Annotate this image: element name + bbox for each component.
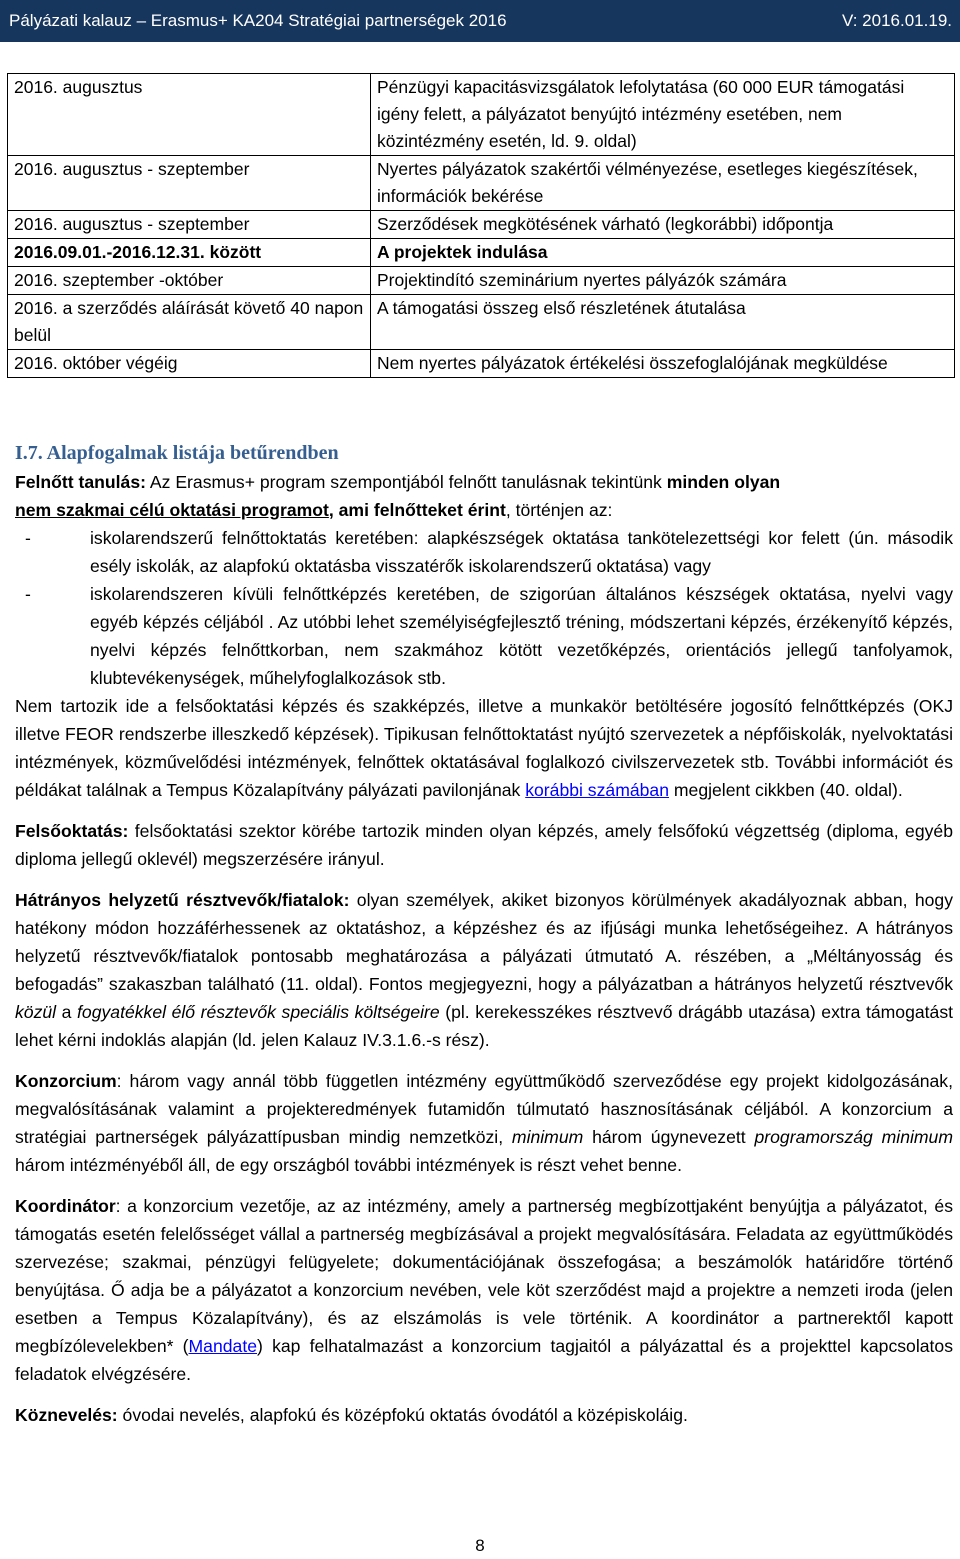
- schedule-event: A projektek indulása: [371, 239, 955, 267]
- schedule-date: 2016. szeptember -október: [8, 267, 371, 295]
- document-body: [15, 438, 953, 1429]
- table-row: [8, 239, 955, 267]
- schedule-event: Nyertes pályázatok szakértői vélményezése, esetleges kiegészítések, információk bekérése: [371, 156, 955, 211]
- table-row: [8, 156, 955, 211]
- header-version: V: 2016.01.19.: [842, 11, 952, 30]
- felnott-paragraph-2: Nem tartozik ide a felsőoktatási képzés és szakképzés, illetve a munkakör betöltésére jogosító felnőttképzés (OKJ illetve FEOR rendszerbe illeszkedő képzések). Tipikusan felnőttoktatást nyújtó szervezetek a népfőiskolák, nyelvoktatási intézmények, közművelődési intézmények, felnőttek oktatásával foglalkozó civilszervezetek stb. További információt és példákat találnak a Tempus Közalapítvány pályázati pavilonjának korábbi számában megjelent cikkben (40. oldal).: [15, 696, 953, 800]
- schedule-table: [7, 73, 955, 378]
- term-hatranyos: Hátrányos helyzetű résztvevők/fiatalok: olyan személyek, akiket bizonyos körülmények akadályoznak abban, hogy hatékony módon hozzáférhessenek az oktatáshoz, a képzéshez és az ifjúsági munka lehetőségeihez. A hátrányos helyzetű résztvevők/fiatalok pontosabb meghatározása a pályázati útmutató A. részében, a „Méltányosság és befogadás” szakaszban található (11. oldal). Fontos megjegyezni, hogy a pályázatban a hátrányos helyzetű résztvevők közül a fogyatékkel élő résztevők speciális költségeire (pl. kerekesszékes résztvevő drágább utazása) extra támogatást lehet kérni indoklás alapján (ld. jelen Kalauz IV.3.1.6.-s rész).: [15, 890, 954, 1050]
- mandate-link[interactable]: Mandate: [188, 1336, 257, 1356]
- term-koznevels: Köznevelés: óvodai nevelés, alapfokú és középfokú oktatás óvodától a középiskoláig.: [15, 1405, 688, 1425]
- term-koordinator: Koordinátor: a konzorcium vezetője, az az intézmény, amely a partnerség megbízottjaként benyújtja a pályázatot, és támogatás esetén felelősséget vállal a partnerség megbízásával a projekt megvalósítására. Feladata az együttműködés szervezése; szakmai, pénzügyi felügyelete; dokumentációjának összefogása; a beszámolók határidőre történő benyújtása. Ő adja be a pályázatot a konzorcium nevében, vele köt szerződést majd a projektre a nemzeti iroda (jelen esetben a Tempus Közalapítvány), és az elszámolás is vele történik. A koordinátor a partnerektől kapott megbízólevelekben* (Mandate) kap felhatalmazást a konzorcium tagjaitól a pályázattal és a projekttel kapcsolatos feladatok elvégzésére.: [15, 1196, 953, 1384]
- term-label: Felnőtt tanulás:: [15, 472, 146, 492]
- term-label: Hátrányos helyzetű résztvevők/fiatalok:: [15, 890, 350, 910]
- term-felsooktatas: Felsőoktatás: felsőoktatási szektor körébe tartozik minden olyan képzés, amely felsőfokú végzettség (diploma, egyéb diploma jellegű oklevél) megszerzésére irányul.: [15, 821, 953, 869]
- page-header: [0, 0, 960, 42]
- schedule-date: 2016. augusztus: [8, 74, 371, 156]
- term-felnott-tanulas: Felnőtt tanulás: Az Erasmus+ program szempontjából felnőtt tanulásnak tekintünk minden olyan nem szakmai célú oktatási programot, ami felnőtteket érint, történjen az:: [15, 472, 781, 520]
- schedule-date: 2016. október végéig: [8, 350, 371, 378]
- term-label: Konzorcium: [15, 1071, 117, 1091]
- schedule-event: A támogatási összeg első részletének átutalása: [371, 295, 955, 350]
- list-item: - iskolarendszeren kívüli felnőttképzés keretében, de szigorúan általános készségek oktatása, nyelvi vagy egyéb képzés céljából . Az utóbbi lehet személyiségfejlesztő tréning, módszertani képzés, érzékenyítő képzés, nyelvi képzés felnőttkorban, nem szakmához kötött vezetőképzés, orientációs jellegű tanfolyamok, klubtevékenységek, műhelyfoglalkozások stb.: [25, 584, 953, 688]
- page-number: 8: [475, 1536, 485, 1555]
- table-row: [8, 295, 955, 350]
- schedule-event: Pénzügyi kapacitásvizsgálatok lefolytatása (60 000 EUR támogatási igény felett, a pályázatot benyújtó intézmény esetében, nem közintézmény esetén, ld. 9. oldal): [371, 74, 955, 156]
- table-row: [8, 211, 955, 239]
- term-label: Felsőoktatás:: [15, 821, 129, 841]
- term-label: Koordinátor: [15, 1196, 116, 1216]
- table-row: [8, 267, 955, 295]
- schedule-date: 2016. augusztus - szeptember: [8, 211, 371, 239]
- schedule-date: 2016.09.01.-2016.12.31. között: [8, 239, 371, 267]
- table-row: [8, 350, 955, 378]
- schedule-event: Szerződések megkötésének várható (legkorábbi) időpontja: [371, 211, 955, 239]
- term-konzorcium: Konzorcium: három vagy annál több független intézmény együttműködő szerveződése egy projekt kidolgozásának, megvalósításának valamint a projekteredmények futamidőn túlmutató hasznosításának céljából. A konzorcium a stratégiai partnerségek pályázattípusban mindig nemzetközi, minimum három úgynevezett programország minimum három intézményéből áll, de egy országból további intézmények is részt vehet benne.: [15, 1071, 953, 1175]
- schedule-event: Nem nyertes pályázatok értékelési összefoglalójának megküldése: [371, 350, 955, 378]
- term-label: Köznevelés:: [15, 1405, 118, 1425]
- felnott-list: [15, 524, 953, 692]
- list-item: - iskolarendszerű felnőttoktatás keretében: alapkészségek oktatása tankötelezettségi kor felett (ún. második esély iskolák, az alapfokú oktatásba visszatérők iskolarendszerű oktatása) vagy: [25, 528, 953, 576]
- schedule-date: 2016. a szerződés aláírását követő 40 napon belül: [8, 295, 371, 350]
- schedule-date: 2016. augusztus - szeptember: [8, 156, 371, 211]
- schedule-event: Projektindító szeminárium nyertes pályázók számára: [371, 267, 955, 295]
- table-row: [8, 74, 955, 156]
- header-title: Pályázati kalauz – Erasmus+ KA204 Stratégiai partnerségek 2016: [9, 11, 507, 30]
- korabbi-szamaban-link[interactable]: korábbi számában: [525, 780, 669, 800]
- section-title: I.7. Alapfogalmak listája betűrendben: [15, 442, 339, 464]
